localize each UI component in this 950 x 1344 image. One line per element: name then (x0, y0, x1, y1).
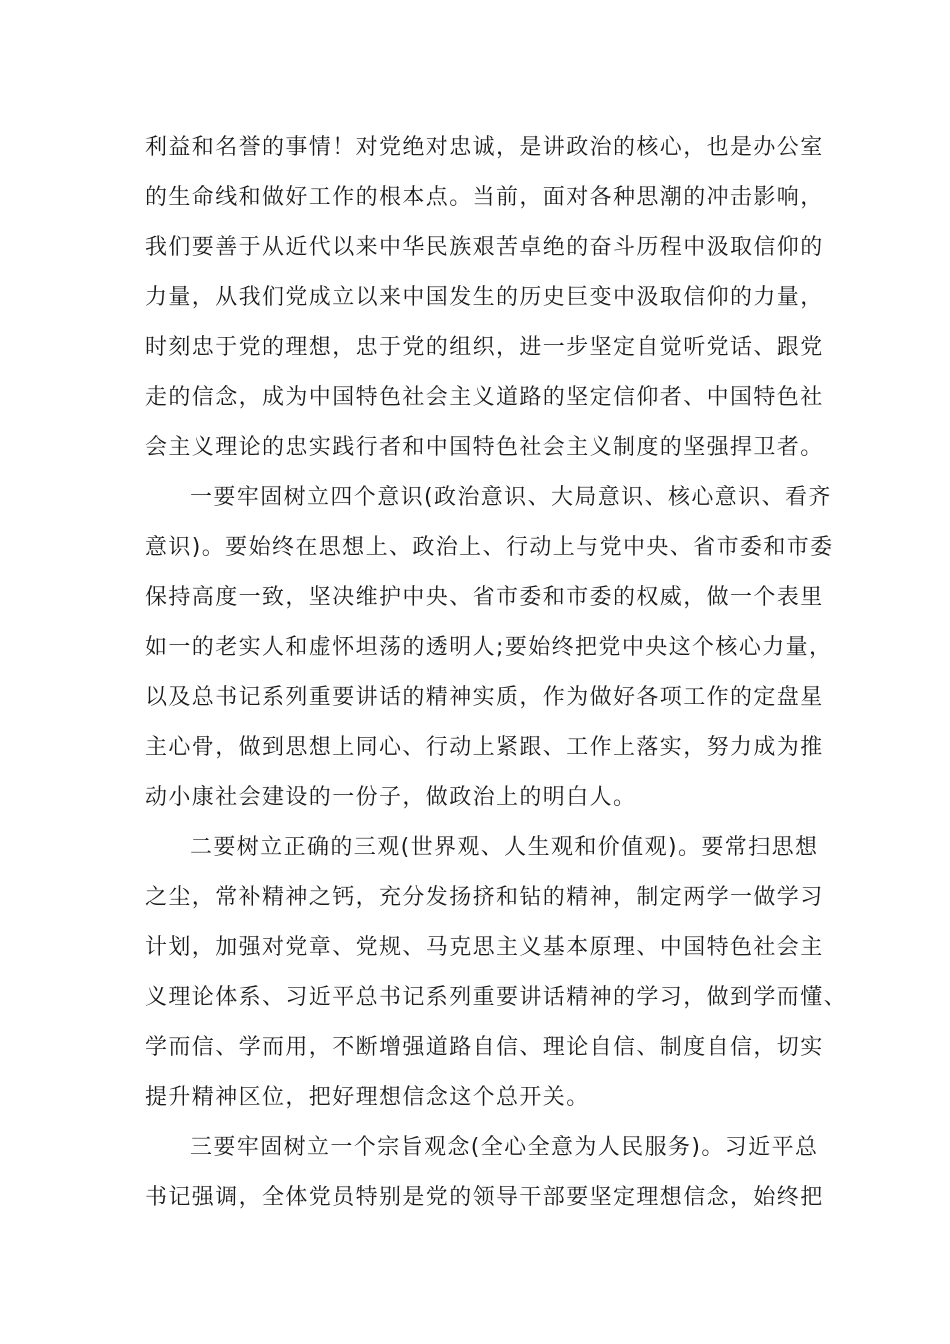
text-line: 以及总书记系列重要讲话的精神实质，作为做好各项工作的定盘星 (145, 685, 824, 710)
text-line: 意识)。要始终在思想上、政治上、行动上与党中央、省市委和市委 (145, 535, 834, 560)
text-line: 计划，加强对党章、党规、马克思主义基本原理、中国特色社会主 (145, 935, 824, 960)
text-line: 时刻忠于党的理想，忠于党的组织，进一步坚定自觉听党话、跟党 (145, 335, 824, 360)
text-line: 如一的老实人和虚怀坦荡的透明人;要始终把党中央这个核心力量， (145, 635, 833, 660)
text-line: 提升精神区位，把好理想信念这个总开关。 (145, 1085, 590, 1110)
text-line: 义理论体系、习近平总书记系列重要讲话精神的学习，做到学而懂、 (145, 985, 848, 1010)
text-line: 力量，从我们党成立以来中国发生的历史巨变中汲取信仰的力量， (145, 285, 824, 310)
text-line: 利益和名誉的事情！对党绝对忠诚，是讲政治的核心，也是办公室 (145, 135, 824, 160)
text-line: 我们要善于从近代以来中华民族艰苦卓绝的奋斗历程中汲取信仰的 (145, 235, 824, 260)
text-line: 动小康社会建设的一份子，做政治上的明白人。 (145, 785, 637, 810)
text-line: 会主义理论的忠实践行者和中国特色社会主义制度的坚强捍卫者。 (145, 435, 824, 460)
text-line: 书记强调，全体党员特别是党的领导干部要坚定理想信念，始终把 (145, 1185, 824, 1210)
text-line: 的生命线和做好工作的根本点。当前，面对各种思潮的冲击影响， (145, 185, 824, 210)
text-line: 之尘，常补精神之钙，充分发扬挤和钻的精神，制定两学一做学习 (145, 885, 824, 910)
text-line: 走的信念，成为中国特色社会主义道路的坚定信仰者、中国特色社 (145, 385, 824, 410)
paragraph-first-line: 二要树立正确的三观(世界观、人生观和价值观)。要常扫思想 (190, 835, 819, 860)
text-line: 保持高度一致，坚决维护中央、省市委和市委的权威，做一个表里 (145, 585, 824, 610)
paragraph-first-line: 三要牢固树立一个宗旨观念(全心全意为人民服务)。习近平总 (190, 1135, 819, 1160)
text-line: 学而信、学而用，不断增强道路自信、理论自信、制度自信，切实 (145, 1035, 824, 1060)
paragraph-first-line: 一要牢固树立四个意识(政治意识、大局意识、核心意识、看齐 (190, 485, 832, 510)
text-line: 主心骨，做到思想上同心、行动上紧跟、工作上落实，努力成为推 (145, 735, 824, 760)
